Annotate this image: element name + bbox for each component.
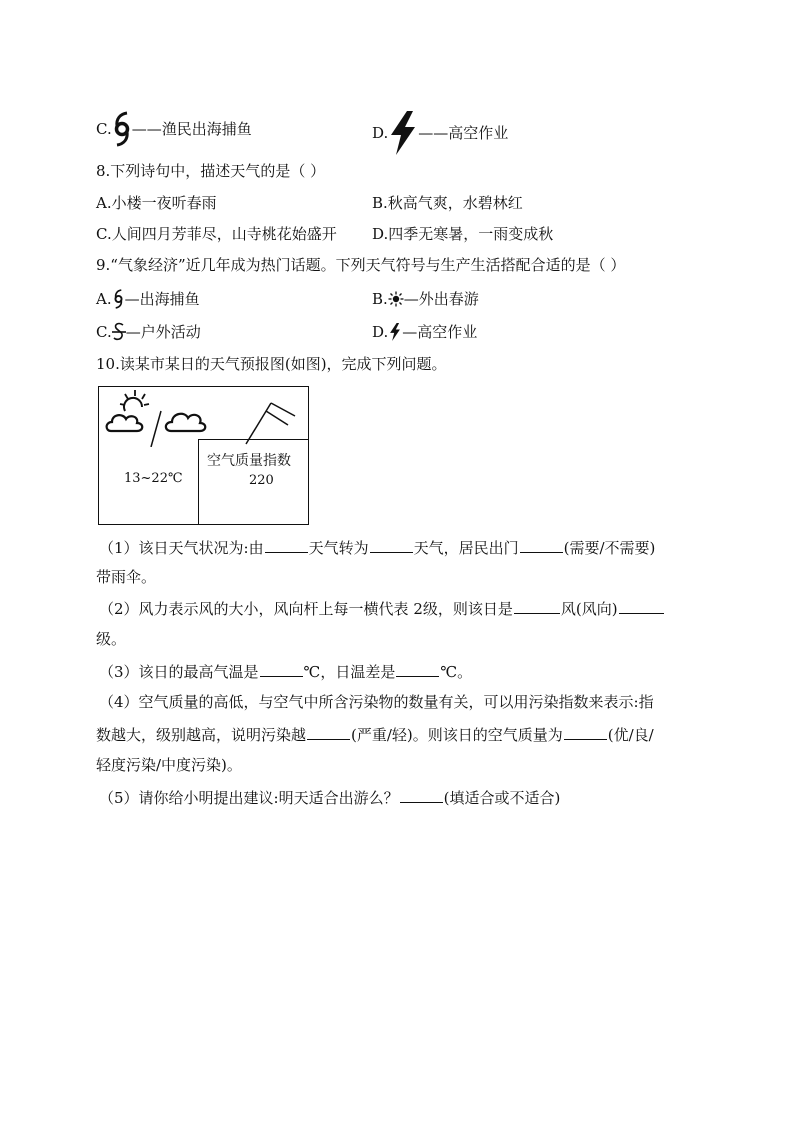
answer-blank[interactable] <box>260 660 303 677</box>
q8-option-b: B.秋高气爽，水碧林红 <box>372 194 523 212</box>
answer-blank[interactable] <box>370 536 413 553</box>
air-quality-label: 空气质量指数 <box>207 453 291 469</box>
q8-option-a: A.小楼一夜听春雨 <box>96 194 217 212</box>
q7-option-d: D. ——高空作业 <box>372 111 508 155</box>
forecast-figure <box>98 386 309 525</box>
q8-option-d: D.四季无寒暑，一雨变成秋 <box>372 225 554 243</box>
answer-blank[interactable] <box>400 786 443 803</box>
q10-sub2-line2: 级。 <box>96 630 127 648</box>
q10-sub1-line2: 带雨伞。 <box>96 568 157 586</box>
air-quality-box <box>198 439 308 525</box>
typhoon-icon <box>112 111 132 147</box>
q10-sub3: （3）该日的最高气温是 ℃，日温差是 ℃。 <box>99 660 472 683</box>
sun-icon <box>388 291 404 307</box>
typhoon-icon <box>112 289 125 309</box>
q9-option-a: A. —出海捕鱼 <box>96 290 200 308</box>
answer-blank[interactable] <box>396 660 439 677</box>
q9-stem: 9.“气象经济”近几年成为热门话题。下列天气符号与生产生活搭配合适的是（ ） <box>96 256 626 274</box>
partly-cloudy-icon <box>107 390 149 431</box>
q7-option-c: C. ——渔民出海捕鱼 <box>96 111 252 147</box>
q10-sub5: （5）请你给小明提出建议:明天适合出游么？ (填适合或不适合) <box>99 786 560 809</box>
lightning-icon <box>388 323 402 341</box>
q9-option-b: B. —外出春游 <box>372 290 479 308</box>
q8-option-c: C.人间四月芳菲尽，山寺桃花始盛开 <box>96 225 337 243</box>
lightning-icon <box>388 111 418 155</box>
q9-option-c: C. —户外活动 <box>96 323 201 341</box>
q10-stem: 10.读某市某日的天气预报图(如图)，完成下列问题。 <box>96 355 447 373</box>
answer-blank[interactable] <box>265 536 308 553</box>
answer-blank[interactable] <box>619 597 664 614</box>
forecast-symbols <box>99 387 309 447</box>
answer-blank[interactable] <box>564 723 607 740</box>
cloudy-icon <box>166 414 205 431</box>
answer-blank[interactable] <box>307 723 350 740</box>
temperature-range: 13~22℃ <box>124 471 183 486</box>
q8-stem: 8.下列诗句中，描述天气的是（ ） <box>96 162 326 180</box>
sandstorm-icon <box>112 322 126 342</box>
answer-blank[interactable] <box>514 597 560 614</box>
q10-sub1-line1: （1）该日天气状况为:由 天气转为 天气，居民出门 (需要/不需要) <box>99 536 655 559</box>
trend-slash <box>151 411 161 447</box>
q10-sub4-line3: 轻度污染/中度污染)。 <box>96 756 242 774</box>
q9-option-d: D. —高空作业 <box>372 323 478 341</box>
air-quality-value: 220 <box>249 473 274 488</box>
wind-barb-icon <box>246 403 295 444</box>
q10-sub4-line2: 数越大，级别越高，说明污染越 (严重/轻)。则该日的空气质量为 (优/良/ <box>96 723 654 746</box>
answer-blank[interactable] <box>520 536 563 553</box>
q10-sub4-line1: （4）空气质量的高低，与空气中所含污染物的数量有关，可以用污染指数来表示:指 <box>99 693 654 711</box>
q10-sub2-line1: （2）风力表示风的大小，风向杆上每一横代表 2级，则该日是 风(风向) <box>99 597 665 620</box>
